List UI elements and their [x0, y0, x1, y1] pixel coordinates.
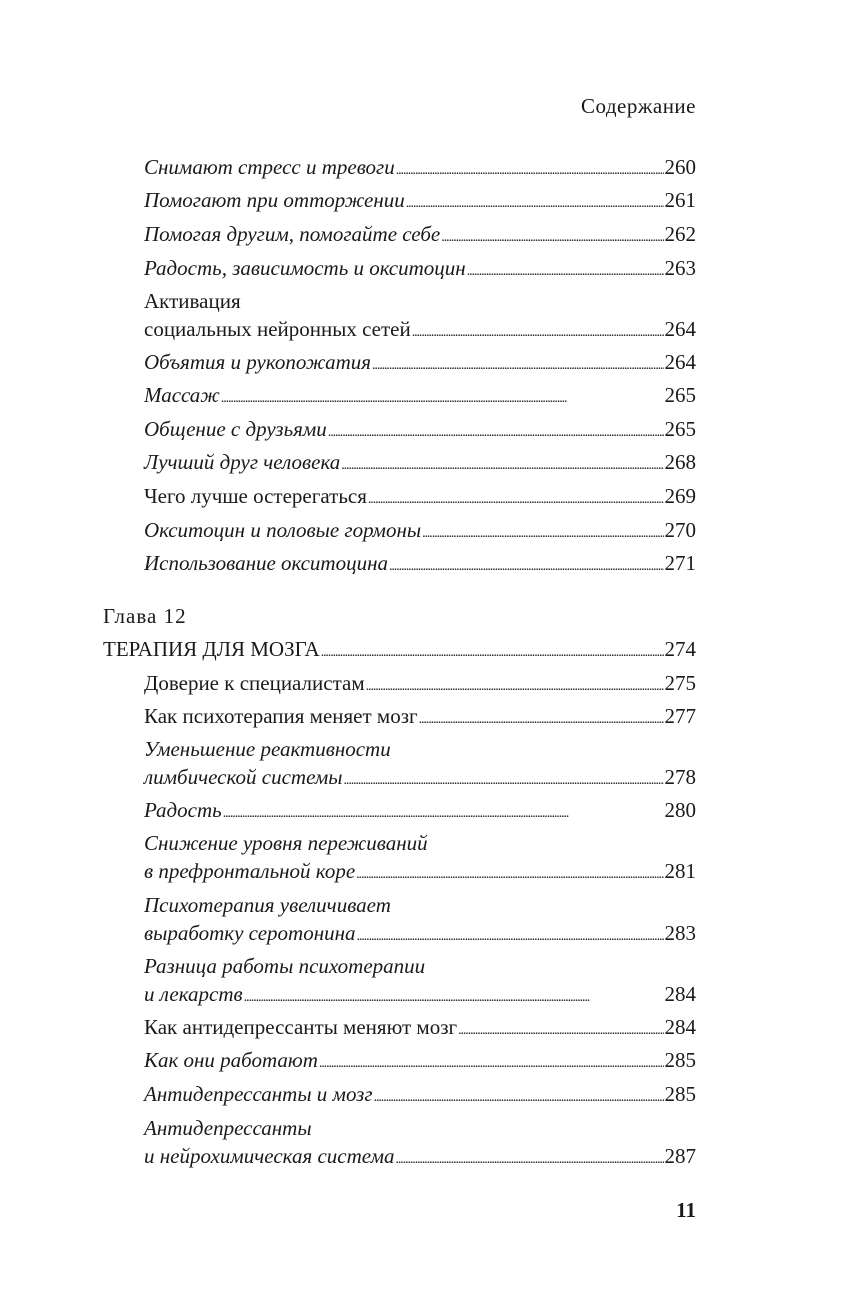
dot-leader	[374, 1078, 664, 1114]
toc-entry-line1: Психотерапия увеличивает	[144, 893, 391, 917]
toc-entry-page: 271	[664, 551, 696, 575]
toc-entry-page: 284	[664, 982, 696, 1006]
dot-leader	[357, 917, 664, 953]
toc-entry[interactable]	[144, 252, 696, 288]
dot-leader	[467, 252, 664, 288]
dot-leader	[344, 761, 664, 797]
dot-leader	[396, 151, 664, 187]
toc-entry-title: Использование окситоцина	[144, 551, 388, 575]
dot-leader	[368, 480, 664, 516]
toc-entry-page: 275	[664, 671, 696, 695]
dot-leader	[406, 184, 664, 220]
toc-entry-page: 285	[664, 1048, 696, 1072]
dot-leader	[221, 379, 664, 415]
toc-entry[interactable]	[144, 761, 696, 797]
dot-leader	[396, 1140, 664, 1176]
dot-leader	[372, 346, 663, 382]
toc-entry-page: 277	[664, 704, 696, 728]
toc-entry-title: Помогая другим, помогайте себе	[144, 222, 441, 246]
toc-entry-title: Как они работают	[144, 1048, 318, 1072]
dot-leader	[356, 855, 663, 891]
toc-entry-title: Как антидепрессанты меняют мозг	[144, 1015, 458, 1039]
toc-entry-title: Чего лучше остерегаться	[144, 484, 367, 508]
toc-entry-title: лимбической системы	[144, 765, 343, 789]
dot-leader	[412, 313, 664, 349]
toc-entry-line1: Антидепрессанты	[144, 1116, 312, 1140]
toc-entry-page: 285	[664, 1082, 696, 1106]
toc-entry[interactable]	[144, 218, 696, 254]
toc-entry[interactable]	[144, 1011, 696, 1047]
toc-entry-title: Окситоцин и половые гормоны	[144, 518, 422, 542]
toc-entry[interactable]	[144, 379, 696, 415]
toc-entry-page: 274	[664, 637, 696, 661]
toc-entry[interactable]	[144, 978, 696, 1014]
toc-entry[interactable]	[144, 514, 696, 550]
toc-entry-title: Помогают при отторжении	[144, 188, 405, 212]
dot-leader	[422, 514, 663, 550]
toc-entry-page: 287	[664, 1144, 696, 1168]
dot-leader	[321, 633, 664, 669]
toc-entry-page: 278	[664, 765, 696, 789]
toc-entry-title: выработку серотонина	[144, 921, 356, 945]
toc-entry-title: Массаж	[144, 383, 220, 407]
toc-entry-line1: Уменьшение реактивности	[144, 737, 391, 761]
dot-leader	[458, 1011, 663, 1047]
toc-entry-page: 280	[664, 798, 696, 822]
toc-entry[interactable]	[144, 667, 696, 703]
toc-entry-title: Общение с друзьями	[144, 417, 327, 441]
dot-leader	[223, 794, 664, 830]
toc-entry[interactable]	[144, 547, 696, 583]
toc-entry-page: 268	[664, 450, 696, 474]
toc-entry[interactable]	[144, 1044, 696, 1080]
toc-entry-page: 265	[664, 383, 696, 407]
page-number: 11	[676, 1198, 696, 1222]
toc-entry-line1: Снижение уровня переживаний	[144, 831, 428, 855]
toc-entry[interactable]	[144, 184, 696, 220]
dot-leader	[244, 978, 664, 1014]
chapter-label: Глава 12	[103, 604, 187, 628]
toc-entry[interactable]	[144, 1078, 696, 1114]
toc-entry[interactable]	[144, 151, 696, 187]
dot-leader	[319, 1044, 664, 1080]
toc-entry[interactable]	[144, 480, 696, 516]
toc-entry-page: 283	[664, 921, 696, 945]
toc-entry[interactable]	[144, 1140, 696, 1176]
running-head: Содержание	[580, 94, 696, 118]
toc-entry-title: Радость	[144, 798, 222, 822]
toc-entry-title: Снимают стресс и тревоги	[144, 155, 395, 179]
toc-entry-title: Доверие к специалистам	[144, 671, 365, 695]
toc-entry-page: 264	[664, 350, 696, 374]
toc-entry-page: 281	[664, 859, 696, 883]
toc-entry[interactable]	[144, 346, 696, 382]
toc-entry-page: 264	[664, 317, 696, 341]
dot-leader	[419, 700, 664, 736]
dot-leader	[441, 218, 663, 254]
toc-entry-title: и лекарств	[144, 982, 243, 1006]
toc-entry-page: 265	[664, 417, 696, 441]
toc-entry-chapter-title[interactable]	[103, 633, 696, 669]
dot-leader	[328, 413, 664, 449]
toc-entry[interactable]	[144, 917, 696, 953]
toc-entry-page: 260	[664, 155, 696, 179]
toc-entry[interactable]	[144, 413, 696, 449]
dot-leader	[341, 446, 663, 482]
toc-entry[interactable]	[144, 855, 696, 891]
toc-entry-title: Антидепрессанты и мозг	[144, 1082, 373, 1106]
toc-entry-page: 284	[664, 1015, 696, 1039]
toc-entry-line1: Разница работы психотерапии	[144, 954, 426, 978]
toc-entry-title: Объятия и рукопожатия	[144, 350, 372, 374]
toc-entry-title: и нейрохимическая система	[144, 1144, 395, 1168]
dot-leader	[389, 547, 664, 583]
toc-entry-page: 263	[664, 256, 696, 280]
toc-entry[interactable]	[144, 446, 696, 482]
toc-entry-title: в префронтальной коре	[144, 859, 356, 883]
toc-entry[interactable]	[144, 794, 696, 830]
toc-entry-page: 261	[664, 188, 696, 212]
toc-entry-page: 269	[664, 484, 696, 508]
toc-entry-page: 262	[664, 222, 696, 246]
toc-entry-title: социальных нейронных сетей	[144, 317, 411, 341]
toc-entry-title: ТЕРАПИЯ ДЛЯ МОЗГА	[103, 637, 320, 661]
dot-leader	[366, 667, 664, 703]
toc-entry-title: Радость, зависимость и окситоцин	[144, 256, 466, 280]
toc-entry-title: Лучший друг человека	[144, 450, 341, 474]
toc-entry-line1: Активация	[144, 289, 241, 313]
toc-entry-title: Как психотерапия меняет мозг	[144, 704, 418, 728]
toc-entry[interactable]	[144, 313, 696, 349]
toc-entry-page: 270	[664, 518, 696, 542]
toc-entry[interactable]	[144, 700, 696, 736]
